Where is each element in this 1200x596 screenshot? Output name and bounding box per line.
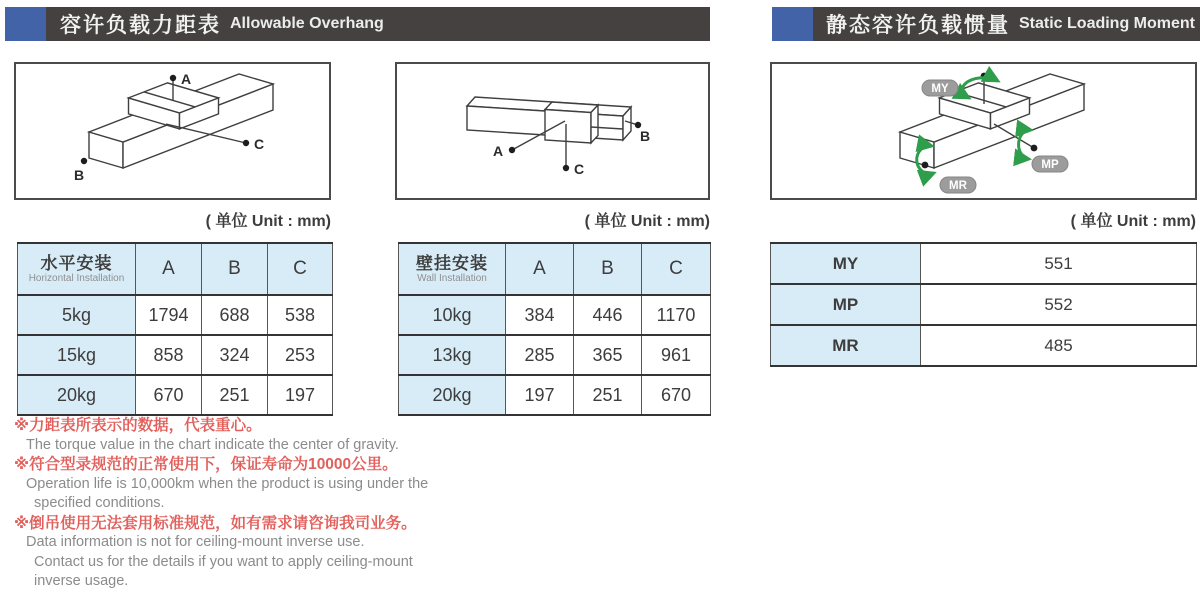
header-cell-b: B [202,243,268,295]
note-cn: ※力距表所表示的数据，代表重心。 [14,417,262,434]
moment-label-cell: MY [771,243,921,284]
table-row [399,335,711,375]
c-label: C [574,161,585,177]
moment-value-cell: 551 [921,243,1197,284]
moment-diagram [772,64,1195,198]
overhang-accent-square [5,7,46,41]
value-cell-b: 324 [202,335,268,375]
load-cell: 10kg [399,295,506,335]
table-row [18,295,333,335]
value-cell-c: 197 [268,375,333,415]
carriage-front-face [545,110,591,144]
value-cell-a: 858 [136,335,202,375]
a-point-dot [509,147,515,153]
footnotes [14,416,494,592]
table-row [399,295,711,335]
unit-label-horizontal: ( 单位 Unit : mm) [205,213,331,230]
table-header-row [18,243,333,295]
load-cell: 20kg [18,375,136,415]
moment-diagram-box [770,62,1197,200]
overhang-title-cn: 容许负载力距表 [60,14,221,37]
horizontal-install-diagram [16,64,329,198]
moment-accent-square [772,7,813,41]
header-cell-a: A [506,243,574,295]
load-cell: 15kg [18,335,136,375]
b-label: B [640,128,651,144]
note-en: Operation life is 10,000km when the product is using under the [26,475,429,492]
value-cell-b: 688 [202,295,268,335]
load-cell: 13kg [399,335,506,375]
value-cell-c: 961 [642,335,711,375]
header-cell-install-type [18,243,136,295]
unit-label-wall: ( 单位 Unit : mm) [584,213,710,230]
note-en: The torque value in the chart indicate the center of gravity. [26,436,399,453]
value-cell-c: 253 [268,335,333,375]
moment-value-cell: 485 [921,325,1197,366]
install-type-cn: 壁挂安装 [416,254,488,273]
value-cell-b: 365 [574,335,642,375]
value-cell-c: 1170 [642,295,711,335]
value-cell-c: 670 [642,375,711,415]
horizontal-install-diagram-box [14,62,331,200]
table-row [771,284,1197,325]
overhang-section-header [30,7,710,41]
value-cell-b: 446 [574,295,642,335]
a-label: A [493,143,504,159]
mr-badge-label: MR [949,180,967,192]
header-cell-c: C [268,243,333,295]
b-point-dot [81,158,87,164]
install-type-en: Horizontal Installation [28,273,125,284]
note-en: inverse usage. [34,573,129,589]
note-cn: ※倒吊使用无法套用标准规范，如有需求请咨询我司业务。 [14,514,417,532]
c-label: C [254,136,265,152]
c-point-dot [563,165,569,171]
header-cell-c: C [642,243,711,295]
header-cell-install-type [399,243,506,295]
install-type-en: Wall Installation [417,273,487,284]
header-cell-a: A [136,243,202,295]
value-cell-a: 384 [506,295,574,335]
table-row [771,243,1197,284]
mp-badge-label: MP [1041,159,1059,171]
table-row [18,375,333,415]
table-row [18,335,333,375]
mp-point-dot [1031,145,1038,152]
note-en: Contact us for the details if you want to apply ceiling-mount [34,553,413,570]
moment-title-cn: 静态容许负载惯量 [826,14,1010,37]
note-en: Data information is not for ceiling-mount inverse use. [26,534,365,550]
value-cell-a: 285 [506,335,574,375]
value-cell-a: 197 [506,375,574,415]
horizontal-install-table [17,242,333,416]
carriage-side-face [591,105,598,143]
my-badge-label: MY [931,83,949,95]
table-row [771,325,1197,366]
moment-label-cell: MR [771,325,921,366]
c-point-dot [243,140,249,146]
wall-install-diagram-box [395,62,710,200]
load-cell: 20kg [399,375,506,415]
table-header-row [399,243,711,295]
b-label: B [74,167,85,183]
moment-section-header [800,7,1200,41]
unit-label-moment: ( 单位 Unit : mm) [1070,213,1196,230]
note-en: specified conditions. [34,495,165,511]
install-type-cn: 水平安装 [40,254,113,273]
table-row [399,375,711,415]
wall-install-diagram [397,64,708,198]
moment-table [770,242,1197,367]
a-label: A [181,71,192,87]
a-point-dot [170,75,176,81]
header-cell-b: B [574,243,642,295]
value-cell-c: 538 [268,295,333,335]
value-cell-a: 670 [136,375,202,415]
wall-install-table [398,242,711,416]
value-cell-b: 251 [202,375,268,415]
moment-label-cell: MP [771,284,921,325]
load-cell: 5kg [18,295,136,335]
overhang-title-en: Allowable Overhang [230,15,384,32]
value-cell-b: 251 [574,375,642,415]
note-cn: ※符合型录规范的正常使用下，保证寿命为10000公里。 [14,456,398,473]
moment-value-cell: 552 [921,284,1197,325]
moment-title-en: Static Loading Moment [1019,15,1195,32]
mr-point-dot [922,162,929,169]
value-cell-a: 1794 [136,295,202,335]
